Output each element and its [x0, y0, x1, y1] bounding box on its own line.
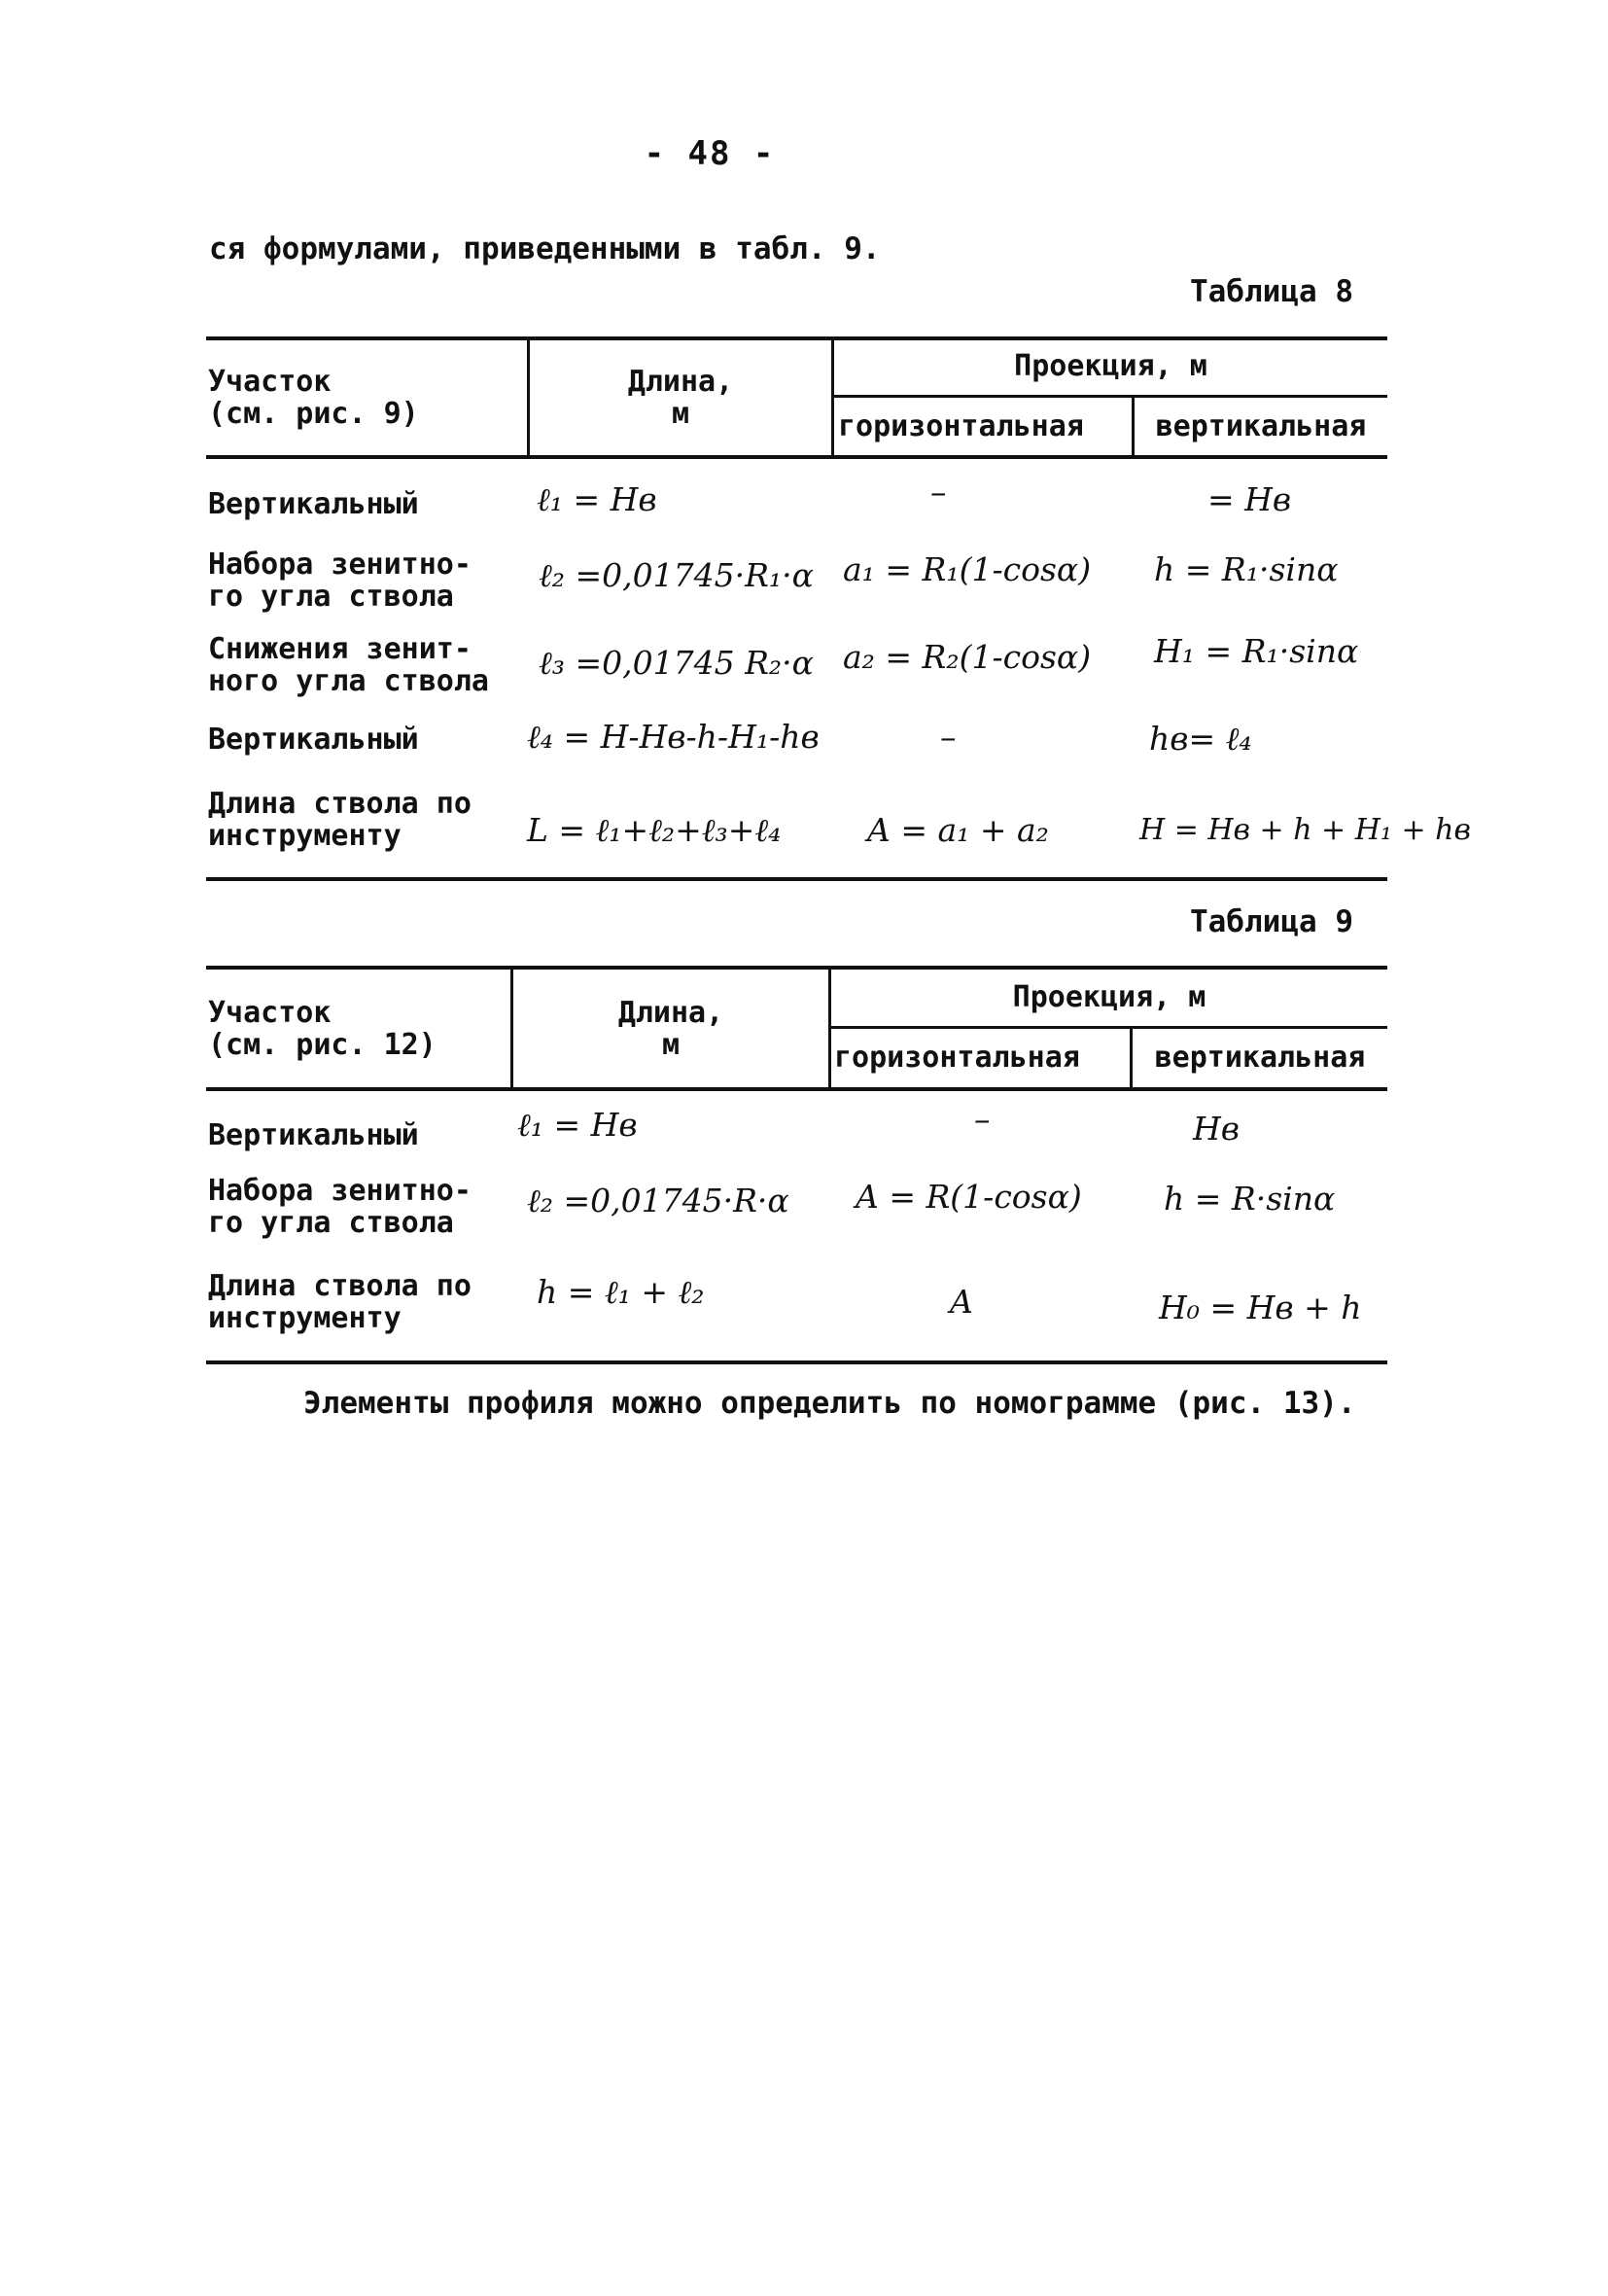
table8-row3-horizontal: a₂ = R₂(1-cosα) — [843, 638, 1092, 676]
row-name-line2: го угла ствола — [208, 580, 454, 614]
page-number: - 48 - — [644, 134, 776, 173]
intro-paragraph: ся формулами, приведенными в табл. 9. — [209, 231, 881, 266]
table9-row2-vertical: h = R·sinα — [1164, 1180, 1336, 1218]
table9-row1-length: ℓ₁ = Hв — [517, 1106, 638, 1144]
table9-header-horizontal: горизонтальная — [834, 1041, 1080, 1075]
table8-row1-vertical: = Hв — [1207, 480, 1292, 518]
table9-header-projection: Проекция, м — [1012, 980, 1206, 1014]
row-name-line1: Длина ствола по — [208, 1269, 472, 1303]
table9-row3-horizontal: A — [950, 1283, 973, 1321]
table8-row2-length: ℓ₂ =0,01745·R₁·α — [539, 556, 814, 594]
table8-header-section-line2: (см. рис. 9) — [208, 397, 419, 431]
table8-header-vertical: вертикальная — [1155, 409, 1367, 443]
row-name-line2: инструменту — [208, 1301, 402, 1335]
table8-row4-horizontal: – — [940, 718, 957, 756]
row-name-line1: Вертикальный — [208, 1118, 419, 1152]
row-name-line1: Длина ствола по — [208, 787, 472, 821]
row-name-line1: Набора зенитно- — [208, 1174, 472, 1208]
row-name-line2: ного угла ствола — [208, 664, 489, 698]
table8-header-length-line1: Длина, — [627, 365, 734, 399]
table9-header-length — [513, 997, 828, 1061]
table9-row3-name — [208, 1270, 472, 1334]
table8-caption: Таблица 8 — [1190, 274, 1353, 309]
table8-row5-name — [208, 788, 472, 852]
table8-row3-length: ℓ₃ =0,01745 R₂·α — [539, 644, 814, 682]
table9-header-section-line1: Участок — [208, 996, 332, 1030]
table9-row2-name — [208, 1175, 472, 1239]
row-name-line2: инструменту — [208, 819, 402, 853]
table9-row2-horizontal: A = R(1-cosα) — [856, 1178, 1082, 1216]
table8-header-projection: Проекция, м — [1014, 349, 1207, 383]
table9-header-vertical: вертикальная — [1154, 1041, 1366, 1075]
row-name-line1: Снижения зенит- — [208, 632, 472, 666]
outro-paragraph: Элементы профиля можно определить по номограмме (рис. 13). — [303, 1386, 1356, 1421]
table8-row4-length: ℓ₄ = H-Hв-h-H₁-hв — [527, 718, 820, 756]
table9-header-length-line2: м — [661, 1028, 681, 1062]
table8 — [206, 336, 1471, 881]
table9-caption: Таблица 9 — [1190, 904, 1353, 939]
table8-row1-length: ℓ₁ = Hв — [537, 480, 657, 518]
table8-row3-name — [208, 633, 489, 697]
table8-row5-vertical: H = Hв + h + H₁ + hв — [1139, 813, 1471, 847]
table9-row3-vertical: H₀ = Hв + h — [1159, 1289, 1362, 1326]
row-name-line1: Вертикальный — [208, 487, 419, 521]
table9-row3-length: h = ℓ₁ + ℓ₂ — [537, 1273, 705, 1311]
table8-header-length — [530, 366, 831, 430]
table8-header-horizontal: горизонтальная — [838, 409, 1084, 443]
table8-row1-horizontal: – — [930, 473, 947, 511]
table8-row3-vertical: H₁ = R₁·sinα — [1154, 632, 1359, 670]
table8-row5-horizontal: A = a₁ + a₂ — [867, 811, 1049, 849]
table8-header-section — [208, 366, 419, 430]
table9-row1-vertical: Hв — [1193, 1110, 1240, 1148]
table8-row4-vertical: hв= ℓ₄ — [1149, 720, 1252, 758]
table8-row5-length: L = ℓ₁+ℓ₂+ℓ₃+ℓ₄ — [527, 811, 782, 849]
table8-header-section-line1: Участок — [208, 365, 332, 399]
row-name-line2: го угла ствола — [208, 1206, 454, 1240]
table9-row1-horizontal: – — [974, 1100, 991, 1138]
table8-row2-name — [208, 548, 472, 613]
row-name-line1: Вертикальный — [208, 723, 419, 757]
table8-row2-horizontal: a₁ = R₁(1-cosα) — [843, 550, 1092, 588]
table9-header-length-line1: Длина, — [617, 996, 724, 1030]
table9-header-section — [208, 997, 437, 1061]
row-name-line1: Набора зенитно- — [208, 548, 472, 582]
table8-header-length-line2: м — [671, 397, 690, 431]
table9 — [206, 966, 1387, 1364]
table9-row2-length: ℓ₂ =0,01745·R·α — [527, 1182, 789, 1219]
table8-row4-name — [208, 724, 419, 756]
table9-row1-name — [208, 1119, 419, 1151]
table9-header-section-line2: (см. рис. 12) — [208, 1028, 437, 1062]
table8-row1-name — [208, 488, 419, 520]
table8-row2-vertical: h = R₁·sinα — [1154, 550, 1339, 588]
